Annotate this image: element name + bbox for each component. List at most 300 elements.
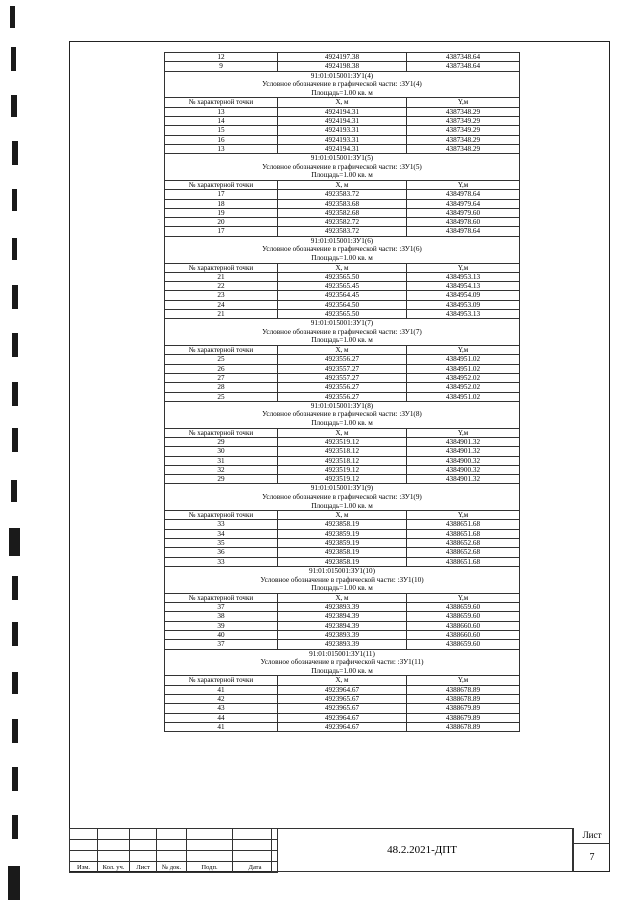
area-label-row	[165, 336, 520, 345]
area-label-row	[165, 502, 520, 511]
table-row	[165, 107, 520, 116]
area-label-row	[165, 254, 520, 263]
x-coordinate-cell: 4923556.27	[278, 355, 407, 364]
table-row	[165, 116, 520, 125]
title-block	[69, 828, 610, 872]
binding-mark	[12, 238, 17, 260]
document-code: 48.2.2021-ДПТ	[271, 828, 573, 872]
table-row	[165, 612, 520, 621]
point-number-cell: № характерной точки	[165, 676, 278, 685]
y-coordinate-cell: 4384951.02	[407, 355, 520, 364]
point-number-cell: 40	[165, 630, 278, 639]
binding-mark	[12, 428, 18, 452]
y-coordinate-cell: 4384978.64	[407, 227, 520, 236]
x-coordinate-cell: 4923583.72	[278, 227, 407, 236]
cadastral-number: 91:01:015001:ЗУ1(7)	[165, 319, 520, 328]
y-coordinate-cell: Y,м	[407, 511, 520, 520]
y-coordinate-cell: 4388651.68	[407, 557, 520, 566]
revision-cell	[70, 829, 98, 840]
binding-mark	[11, 47, 16, 71]
table-row	[165, 282, 520, 291]
label-kol-uch: Кол. уч.	[98, 862, 130, 873]
point-number-cell: 15	[165, 126, 278, 135]
revision-cell	[130, 840, 157, 851]
point-number-cell: 32	[165, 465, 278, 474]
table-row	[165, 694, 520, 703]
x-coordinate-cell: 4923583.72	[278, 190, 407, 199]
x-coordinate-cell: X, м	[278, 511, 407, 520]
table-row	[165, 713, 520, 722]
area-label: Площадь=1.00 кв. м	[165, 254, 520, 263]
x-coordinate-cell: 4923564.45	[278, 291, 407, 300]
cadastral-number: 91:01:015001:ЗУ1(11)	[165, 649, 520, 658]
y-coordinate-cell: 4387348.29	[407, 135, 520, 144]
x-coordinate-cell: 4923582.72	[278, 218, 407, 227]
binding-mark	[11, 480, 17, 502]
binding-mark	[12, 576, 18, 600]
table-header-row	[165, 676, 520, 685]
label-signature: Подп.	[187, 862, 233, 873]
graphic-designation: Условное обозначение в графической части: :ЗУ1(8)	[165, 410, 520, 419]
x-coordinate-cell: 4923557.27	[278, 364, 407, 373]
table-row	[165, 300, 520, 309]
revision-cell	[157, 829, 187, 840]
binding-mark	[12, 622, 18, 646]
x-coordinate-cell: X, м	[278, 346, 407, 355]
y-coordinate-cell: 4384901.32	[407, 437, 520, 446]
y-coordinate-cell: 4387348.64	[407, 53, 520, 62]
coordinates-table	[164, 52, 520, 732]
y-coordinate-cell: 4388652.68	[407, 548, 520, 557]
table-row	[165, 475, 520, 484]
graphic-designation-row	[165, 493, 520, 502]
point-number-cell: 35	[165, 539, 278, 548]
x-coordinate-cell: X, м	[278, 263, 407, 272]
point-number-cell: 39	[165, 621, 278, 630]
table-row	[165, 456, 520, 465]
point-number-cell: 23	[165, 291, 278, 300]
x-coordinate-cell: 4923859.19	[278, 539, 407, 548]
table-row	[165, 539, 520, 548]
cadastral-number-row	[165, 154, 520, 163]
x-coordinate-cell: X, м	[278, 676, 407, 685]
point-number-cell: 17	[165, 190, 278, 199]
y-coordinate-cell: 4384979.60	[407, 208, 520, 217]
cadastral-number: 91:01:015001:ЗУ1(8)	[165, 401, 520, 410]
point-number-cell: № характерной точки	[165, 428, 278, 437]
binding-mark	[12, 382, 18, 406]
table-header-row	[165, 346, 520, 355]
graphic-designation: Условное обозначение в графической части: :ЗУ1(6)	[165, 245, 520, 254]
point-number-cell: 44	[165, 713, 278, 722]
point-number-cell: 13	[165, 107, 278, 116]
revision-row	[70, 829, 278, 840]
table-row	[165, 557, 520, 566]
revision-cell	[98, 829, 130, 840]
table-row	[165, 190, 520, 199]
point-number-cell: 25	[165, 392, 278, 401]
point-number-cell: № характерной точки	[165, 180, 278, 189]
x-coordinate-cell: X, м	[278, 98, 407, 107]
y-coordinate-cell: 4388659.60	[407, 612, 520, 621]
x-coordinate-cell: 4923964.67	[278, 722, 407, 731]
y-coordinate-cell: 4388651.68	[407, 529, 520, 538]
x-coordinate-cell: 4923556.27	[278, 392, 407, 401]
y-coordinate-cell: 4384951.02	[407, 364, 520, 373]
revision-cell	[157, 840, 187, 851]
area-label-row	[165, 89, 520, 98]
x-coordinate-cell: 4923556.27	[278, 383, 407, 392]
table-row	[165, 373, 520, 382]
x-coordinate-cell: 4923519.12	[278, 465, 407, 474]
sheet-label: Лист	[574, 828, 610, 844]
y-coordinate-cell: 4388660.60	[407, 630, 520, 639]
area-label: Площадь=1.00 кв. м	[165, 584, 520, 593]
y-coordinate-cell: Y,м	[407, 346, 520, 355]
table-row	[165, 548, 520, 557]
graphic-designation-row	[165, 245, 520, 254]
table-row	[165, 603, 520, 612]
y-coordinate-cell: 4384901.32	[407, 475, 520, 484]
binding-mark	[11, 95, 17, 117]
area-label: Площадь=1.00 кв. м	[165, 336, 520, 345]
table-row	[165, 722, 520, 731]
cadastral-number: 91:01:015001:ЗУ1(5)	[165, 154, 520, 163]
y-coordinate-cell: 4388678.89	[407, 694, 520, 703]
point-number-cell: № характерной точки	[165, 98, 278, 107]
point-number-cell: 13	[165, 144, 278, 153]
revision-cell	[98, 840, 130, 851]
area-label-row	[165, 419, 520, 428]
point-number-cell: 24	[165, 300, 278, 309]
table-row	[165, 126, 520, 135]
x-coordinate-cell: 4923964.67	[278, 713, 407, 722]
point-number-cell: 30	[165, 447, 278, 456]
x-coordinate-cell: 4924194.31	[278, 144, 407, 153]
y-coordinate-cell: 4384954.09	[407, 291, 520, 300]
y-coordinate-cell: 4384952.02	[407, 383, 520, 392]
table-header-row	[165, 180, 520, 189]
y-coordinate-cell: 4388652.68	[407, 539, 520, 548]
y-coordinate-cell: 4384953.09	[407, 300, 520, 309]
x-coordinate-cell: 4923519.12	[278, 437, 407, 446]
x-coordinate-cell: 4923965.67	[278, 694, 407, 703]
point-number-cell: № характерной точки	[165, 263, 278, 272]
x-coordinate-cell: 4923858.19	[278, 520, 407, 529]
point-number-cell: № характерной точки	[165, 511, 278, 520]
x-coordinate-cell: 4924193.31	[278, 135, 407, 144]
table-row	[165, 291, 520, 300]
graphic-designation: Условное обозначение в графической части: :ЗУ1(11)	[165, 658, 520, 667]
area-label: Площадь=1.00 кв. м	[165, 171, 520, 180]
x-coordinate-cell: 4924193.31	[278, 126, 407, 135]
label-date: Дата	[233, 862, 278, 873]
point-number-cell: 18	[165, 199, 278, 208]
x-coordinate-cell: X, м	[278, 428, 407, 437]
binding-mark	[12, 333, 18, 357]
y-coordinate-cell: Y,м	[407, 263, 520, 272]
table-header-row	[165, 593, 520, 602]
cadastral-number-row	[165, 566, 520, 575]
x-coordinate-cell: X, м	[278, 593, 407, 602]
point-number-cell: 28	[165, 383, 278, 392]
y-coordinate-cell: 4388678.89	[407, 722, 520, 731]
table-row	[165, 630, 520, 639]
table-row	[165, 208, 520, 217]
y-coordinate-cell: 4387348.64	[407, 62, 520, 71]
area-label: Площадь=1.00 кв. м	[165, 502, 520, 511]
table-row	[165, 364, 520, 373]
point-number-cell: 16	[165, 135, 278, 144]
cadastral-number-row	[165, 484, 520, 493]
x-coordinate-cell: 4923565.45	[278, 282, 407, 291]
y-coordinate-cell: 4384900.32	[407, 465, 520, 474]
y-coordinate-cell: 4384900.32	[407, 456, 520, 465]
table-row	[165, 640, 520, 649]
y-coordinate-cell: Y,м	[407, 676, 520, 685]
point-number-cell: 26	[165, 364, 278, 373]
table-header-row	[165, 511, 520, 520]
x-coordinate-cell: 4923582.68	[278, 208, 407, 217]
x-coordinate-cell: 4923519.12	[278, 475, 407, 484]
binding-mark	[10, 6, 15, 28]
x-coordinate-cell: 4923564.50	[278, 300, 407, 309]
x-coordinate-cell: 4923583.68	[278, 199, 407, 208]
binding-mark	[9, 528, 20, 556]
revision-cell	[187, 840, 233, 851]
point-number-cell: 17	[165, 227, 278, 236]
y-coordinate-cell: 4387349.29	[407, 126, 520, 135]
table-row	[165, 447, 520, 456]
table-row	[165, 218, 520, 227]
x-coordinate-cell: 4923565.50	[278, 272, 407, 281]
y-coordinate-cell: 4387349.29	[407, 116, 520, 125]
table-header-row	[165, 428, 520, 437]
x-coordinate-cell: 4923893.39	[278, 640, 407, 649]
label-list: Лист	[130, 862, 157, 873]
y-coordinate-cell: 4388678.89	[407, 685, 520, 694]
point-number-cell: 29	[165, 437, 278, 446]
y-coordinate-cell: 4384978.60	[407, 218, 520, 227]
y-coordinate-cell: Y,м	[407, 98, 520, 107]
area-label-row	[165, 584, 520, 593]
point-number-cell: 33	[165, 557, 278, 566]
area-label-row	[165, 667, 520, 676]
x-coordinate-cell: 4923858.19	[278, 557, 407, 566]
y-coordinate-cell: Y,м	[407, 180, 520, 189]
revision-table	[69, 828, 278, 873]
x-coordinate-cell: 4923964.67	[278, 685, 407, 694]
point-number-cell: 21	[165, 309, 278, 318]
table-row	[165, 465, 520, 474]
area-label: Площадь=1.00 кв. м	[165, 89, 520, 98]
y-coordinate-cell: 4388679.89	[407, 704, 520, 713]
sheet-box	[573, 828, 610, 872]
table-row	[165, 309, 520, 318]
point-number-cell: № характерной точки	[165, 593, 278, 602]
x-coordinate-cell: X, м	[278, 180, 407, 189]
y-coordinate-cell: 4384954.13	[407, 282, 520, 291]
coordinates-table-body	[165, 53, 520, 732]
table-row	[165, 199, 520, 208]
x-coordinate-cell: 4923893.39	[278, 603, 407, 612]
y-coordinate-cell: 4388679.89	[407, 713, 520, 722]
graphic-designation: Условное обозначение в графической части: :ЗУ1(5)	[165, 163, 520, 172]
binding-mark	[8, 866, 20, 900]
binding-mark	[12, 719, 18, 743]
revision-cell	[70, 851, 98, 862]
revision-cell	[70, 840, 98, 851]
x-coordinate-cell: 4924197.38	[278, 53, 407, 62]
point-number-cell: 29	[165, 475, 278, 484]
y-coordinate-cell: 4388660.60	[407, 621, 520, 630]
table-row	[165, 62, 520, 71]
x-coordinate-cell: 4923894.39	[278, 621, 407, 630]
point-number-cell: 34	[165, 529, 278, 538]
revision-cell	[130, 829, 157, 840]
revision-cell	[130, 851, 157, 862]
cadastral-number: 91:01:015001:ЗУ1(6)	[165, 236, 520, 245]
cadastral-number: 91:01:015001:ЗУ1(4)	[165, 71, 520, 80]
y-coordinate-cell: 4387348.29	[407, 107, 520, 116]
x-coordinate-cell: 4923859.19	[278, 529, 407, 538]
binding-mark	[12, 672, 18, 694]
revision-cell	[187, 829, 233, 840]
table-row	[165, 227, 520, 236]
table-row	[165, 685, 520, 694]
point-number-cell: 41	[165, 722, 278, 731]
point-number-cell: 36	[165, 548, 278, 557]
point-number-cell: № характерной точки	[165, 346, 278, 355]
point-number-cell: 27	[165, 373, 278, 382]
graphic-designation: Условное обозначение в графической части: :ЗУ1(4)	[165, 80, 520, 89]
table-row	[165, 437, 520, 446]
cadastral-number-row	[165, 649, 520, 658]
binding-mark	[12, 815, 18, 839]
point-number-cell: 38	[165, 612, 278, 621]
table-row	[165, 144, 520, 153]
table-row	[165, 53, 520, 62]
area-label: Площадь=1.00 кв. м	[165, 419, 520, 428]
point-number-cell: 43	[165, 704, 278, 713]
y-coordinate-cell: 4388659.60	[407, 640, 520, 649]
table-row	[165, 272, 520, 281]
binding-mark	[12, 767, 18, 791]
x-coordinate-cell: 4924198.38	[278, 62, 407, 71]
revision-cell	[187, 851, 233, 862]
x-coordinate-cell: 4923518.12	[278, 456, 407, 465]
y-coordinate-cell: 4388651.68	[407, 520, 520, 529]
cadastral-number-row	[165, 71, 520, 80]
revision-cell	[98, 851, 130, 862]
table-row	[165, 392, 520, 401]
point-number-cell: 25	[165, 355, 278, 364]
point-number-cell: 41	[165, 685, 278, 694]
binding-mark	[12, 189, 17, 211]
y-coordinate-cell: 4387348.29	[407, 144, 520, 153]
y-coordinate-cell: Y,м	[407, 593, 520, 602]
y-coordinate-cell: 4384953.13	[407, 272, 520, 281]
cadastral-number-row	[165, 401, 520, 410]
y-coordinate-cell: 4384901.32	[407, 447, 520, 456]
graphic-designation-row	[165, 576, 520, 585]
label-doc-number: № док.	[157, 862, 187, 873]
table-header-row	[165, 263, 520, 272]
point-number-cell: 42	[165, 694, 278, 703]
graphic-designation: Условное обозначение в графической части: :ЗУ1(10)	[165, 576, 520, 585]
y-coordinate-cell: 4384952.02	[407, 373, 520, 382]
label-izm: Изм.	[70, 862, 98, 873]
point-number-cell: 21	[165, 272, 278, 281]
table-row	[165, 529, 520, 538]
cadastral-number: 91:01:015001:ЗУ1(9)	[165, 484, 520, 493]
graphic-designation-row	[165, 163, 520, 172]
coordinates-table-wrapper	[164, 52, 516, 732]
revision-row	[70, 851, 278, 862]
revision-cell	[157, 851, 187, 862]
point-number-cell: 12	[165, 53, 278, 62]
binding-mark	[12, 285, 18, 309]
x-coordinate-cell: 4923557.27	[278, 373, 407, 382]
cadastral-number-row	[165, 236, 520, 245]
x-coordinate-cell: 4923893.39	[278, 630, 407, 639]
x-coordinate-cell: 4923894.39	[278, 612, 407, 621]
revision-labels-row	[70, 862, 278, 873]
table-row	[165, 520, 520, 529]
table-row	[165, 621, 520, 630]
area-label-row	[165, 171, 520, 180]
cadastral-number: 91:01:015001:ЗУ1(10)	[165, 566, 520, 575]
area-label: Площадь=1.00 кв. м	[165, 667, 520, 676]
y-coordinate-cell: 4384951.02	[407, 392, 520, 401]
cadastral-number-row	[165, 319, 520, 328]
binding-mark	[12, 141, 18, 165]
x-coordinate-cell: 4923565.50	[278, 309, 407, 318]
table-header-row	[165, 98, 520, 107]
sheet-number: 7	[589, 852, 595, 863]
point-number-cell: 19	[165, 208, 278, 217]
graphic-designation-row	[165, 328, 520, 337]
point-number-cell: 9	[165, 62, 278, 71]
y-coordinate-cell: 4384953.13	[407, 309, 520, 318]
graphic-designation: Условное обозначение в графической части: :ЗУ1(9)	[165, 493, 520, 502]
y-coordinate-cell: 4388659.60	[407, 603, 520, 612]
y-coordinate-cell: Y,м	[407, 428, 520, 437]
x-coordinate-cell: 4924194.31	[278, 116, 407, 125]
graphic-designation-row	[165, 410, 520, 419]
table-row	[165, 704, 520, 713]
table-row	[165, 135, 520, 144]
graphic-designation-row	[165, 80, 520, 89]
graphic-designation: Условное обозначение в графической части: :ЗУ1(7)	[165, 328, 520, 337]
y-coordinate-cell: 4384978.64	[407, 190, 520, 199]
point-number-cell: 14	[165, 116, 278, 125]
table-row	[165, 383, 520, 392]
x-coordinate-cell: 4923965.67	[278, 704, 407, 713]
x-coordinate-cell: 4923518.12	[278, 447, 407, 456]
x-coordinate-cell: 4923858.19	[278, 548, 407, 557]
point-number-cell: 20	[165, 218, 278, 227]
revision-row	[70, 840, 278, 851]
point-number-cell: 33	[165, 520, 278, 529]
graphic-designation-row	[165, 658, 520, 667]
point-number-cell: 22	[165, 282, 278, 291]
y-coordinate-cell: 4384979.64	[407, 199, 520, 208]
point-number-cell: 37	[165, 603, 278, 612]
x-coordinate-cell: 4924194.31	[278, 107, 407, 116]
point-number-cell: 37	[165, 640, 278, 649]
point-number-cell: 31	[165, 456, 278, 465]
